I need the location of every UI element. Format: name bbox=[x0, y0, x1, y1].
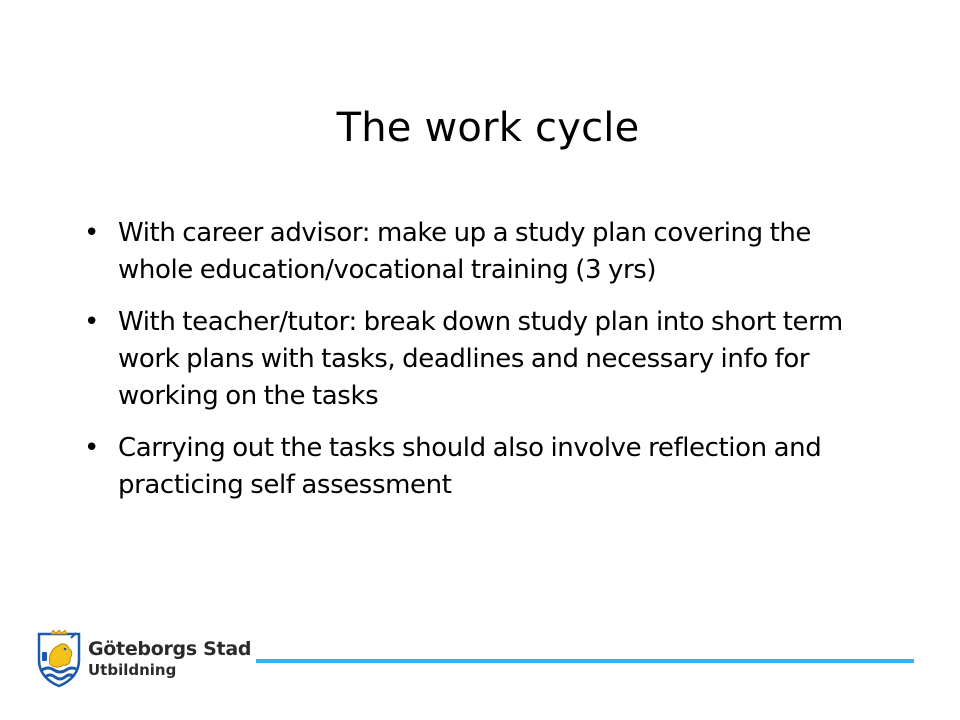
organization-logo bbox=[36, 630, 252, 690]
list-item bbox=[84, 430, 884, 504]
logo-name: Göteborgs Stad bbox=[88, 638, 252, 660]
slide-title: The work cycle bbox=[336, 105, 640, 151]
logo-subtitle: Utbildning bbox=[88, 661, 177, 679]
list-item bbox=[84, 215, 884, 289]
bullet-text: With career advisor: make up a study plan covering the whole education/vocational training (3 yrs) bbox=[118, 218, 812, 285]
footer-accent-line bbox=[256, 659, 914, 663]
bullet-list bbox=[84, 215, 884, 519]
bullet-text: Carrying out the tasks should also involve reflection and practicing self assessment bbox=[118, 433, 822, 500]
city-crest-icon bbox=[36, 630, 82, 688]
bullet-text: With teacher/tutor: break down study plan into short term work plans with tasks, deadlines and necessary info for working on the tasks bbox=[118, 307, 843, 411]
bullet-marker: • bbox=[84, 307, 99, 337]
bullet-marker: • bbox=[84, 433, 99, 463]
list-item bbox=[84, 304, 884, 415]
bullet-marker: • bbox=[84, 218, 99, 248]
